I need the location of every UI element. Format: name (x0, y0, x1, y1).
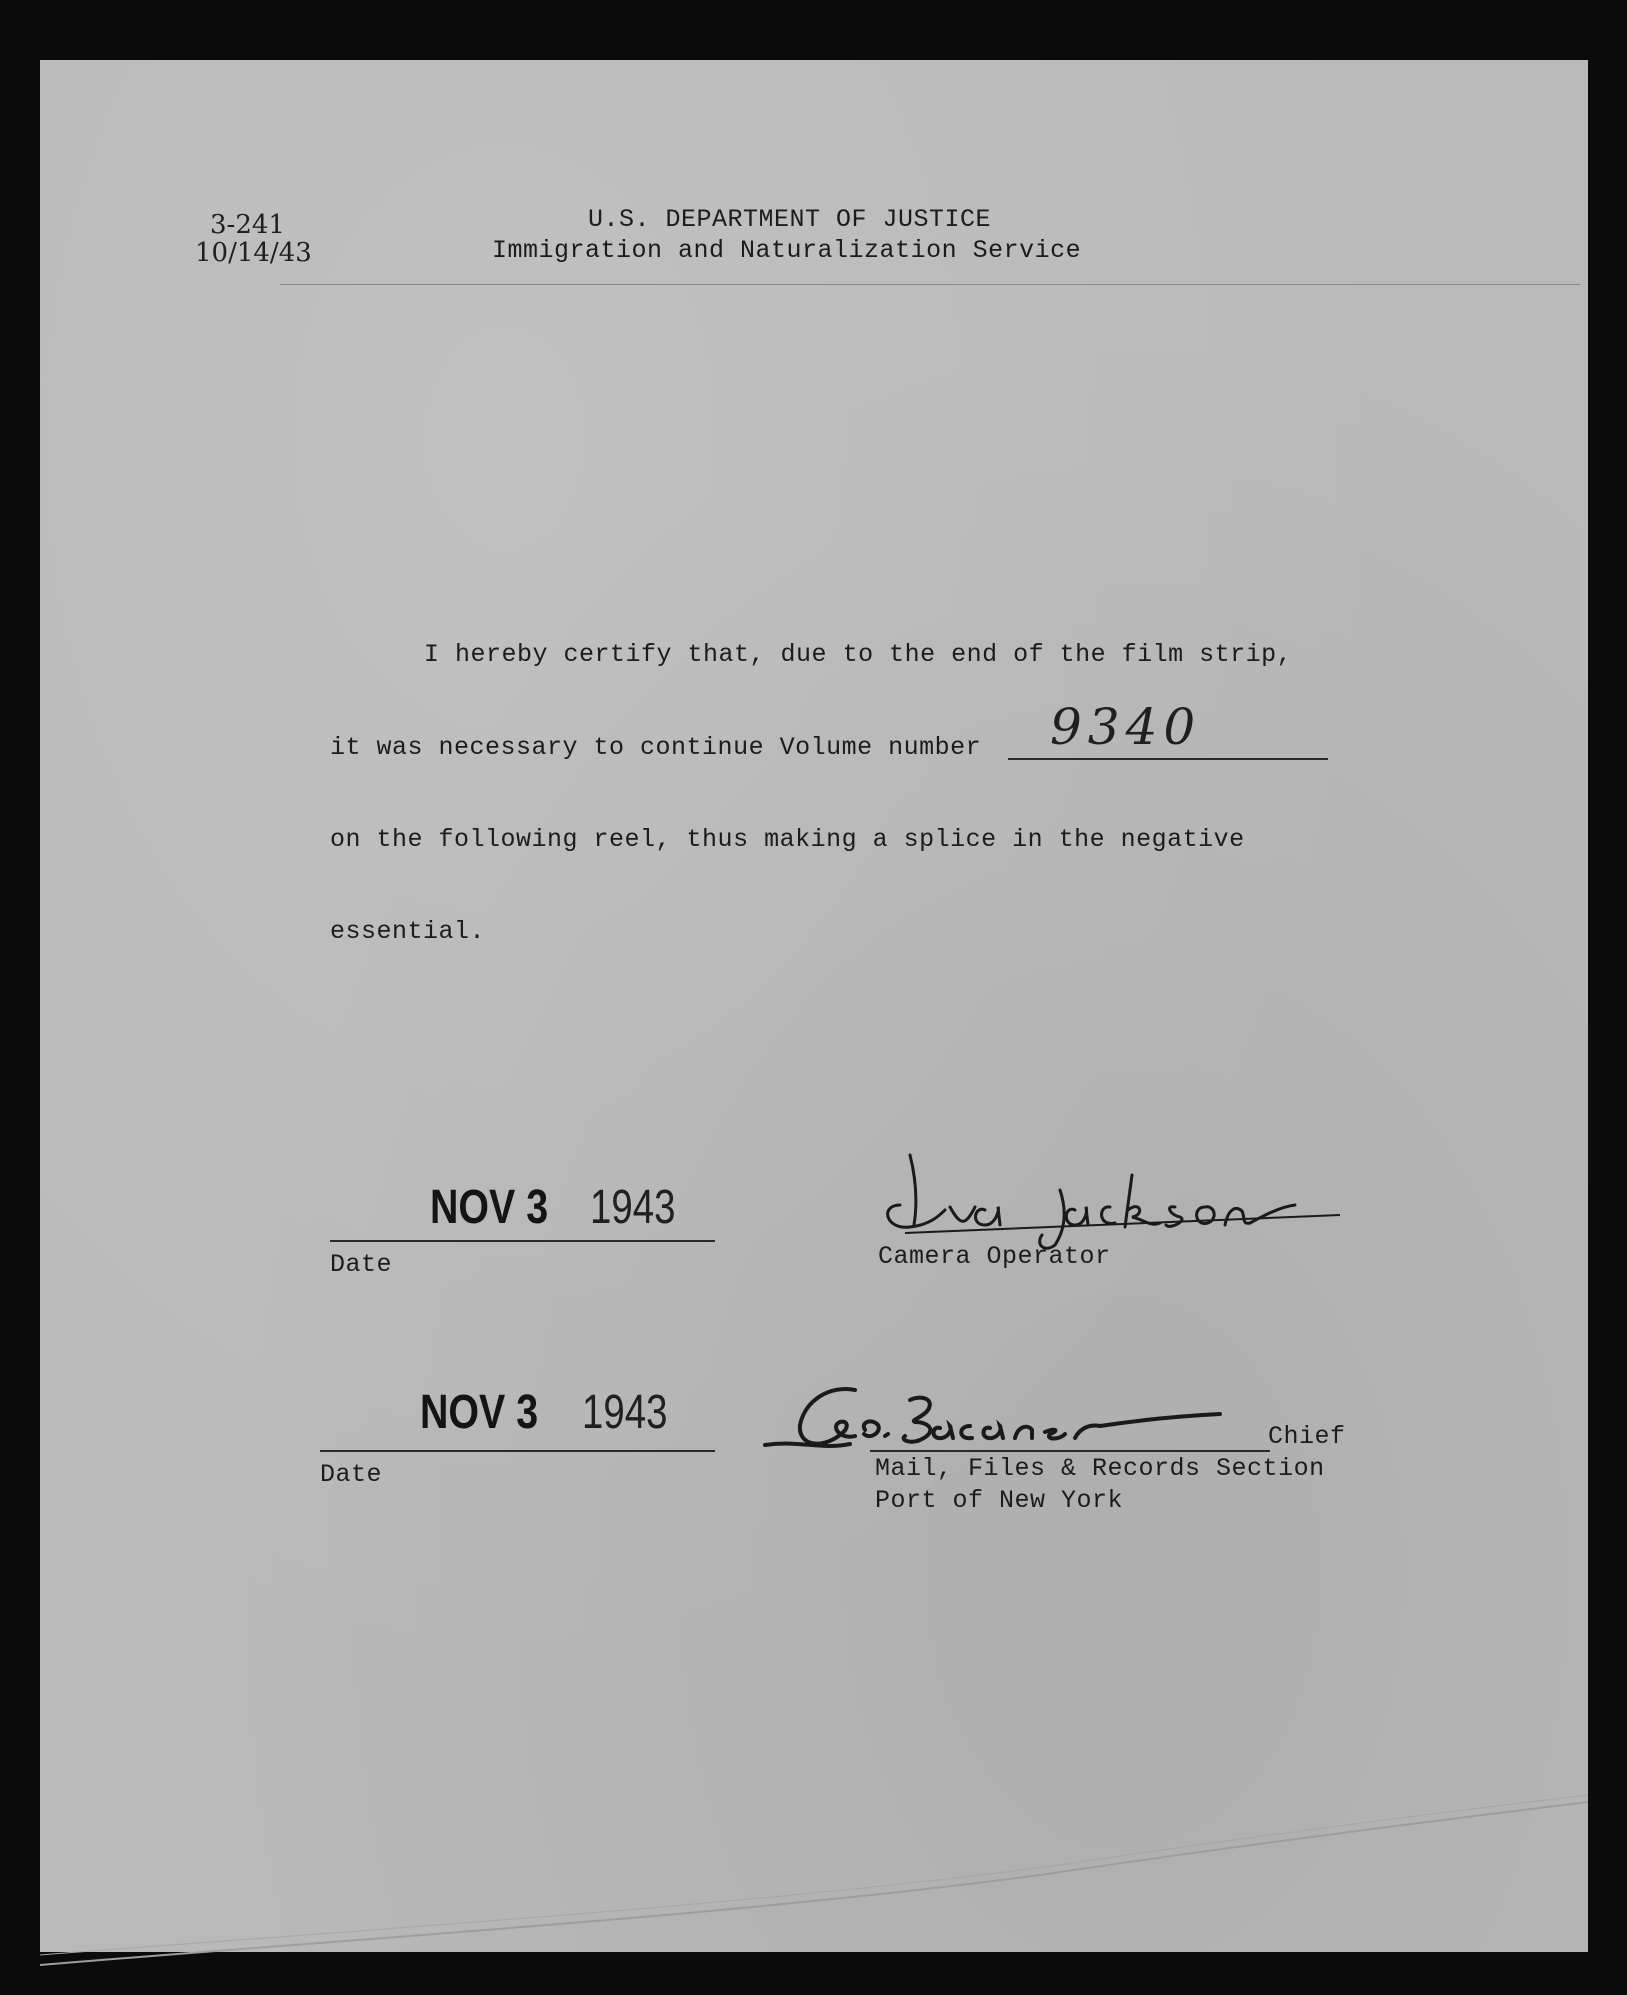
date-line-1 (330, 1240, 715, 1242)
chief-title-section: Mail, Files & Records Section (875, 1454, 1325, 1483)
volume-number-handwritten: 9340 (1050, 698, 1202, 756)
date-line-2 (320, 1450, 715, 1452)
camera-operator-title: Camera Operator (878, 1242, 1111, 1271)
date-label-1: Date (330, 1250, 393, 1279)
header-department: U.S. DEPARTMENT OF JUSTICE (588, 205, 992, 234)
form-number: 3-241 (210, 210, 285, 240)
certificate-line-4: essential. (330, 917, 486, 946)
date-stamp-year-1: 1943 (590, 1181, 676, 1234)
form-date: 10/14/43 (195, 238, 312, 268)
certificate-line-2: it was necessary to continue Volume number (330, 733, 982, 762)
film-scratch-lines (40, 1740, 1588, 1980)
chief-signature (760, 1370, 1320, 1460)
header-service: Immigration and Naturalization Service (492, 236, 1082, 265)
header-divider (280, 284, 1580, 285)
date-stamp-1: NOV 3 (430, 1181, 549, 1234)
certificate-line-1: I hereby certify that, due to the end of the film strip, (424, 640, 1293, 669)
camera-operator-signature (870, 1145, 1350, 1255)
chief-title: Chief (1268, 1422, 1346, 1451)
date-stamp-2: NOV 3 (420, 1386, 539, 1439)
document-page (40, 60, 1588, 1952)
volume-number-line (1008, 758, 1328, 760)
date-label-2: Date (320, 1460, 383, 1489)
chief-title-port: Port of New York (875, 1486, 1124, 1515)
certificate-line-3: on the following reel, thus making a splice in the negative (330, 825, 1245, 854)
date-stamp-year-2: 1943 (582, 1386, 668, 1439)
chief-signature-line (870, 1450, 1270, 1452)
